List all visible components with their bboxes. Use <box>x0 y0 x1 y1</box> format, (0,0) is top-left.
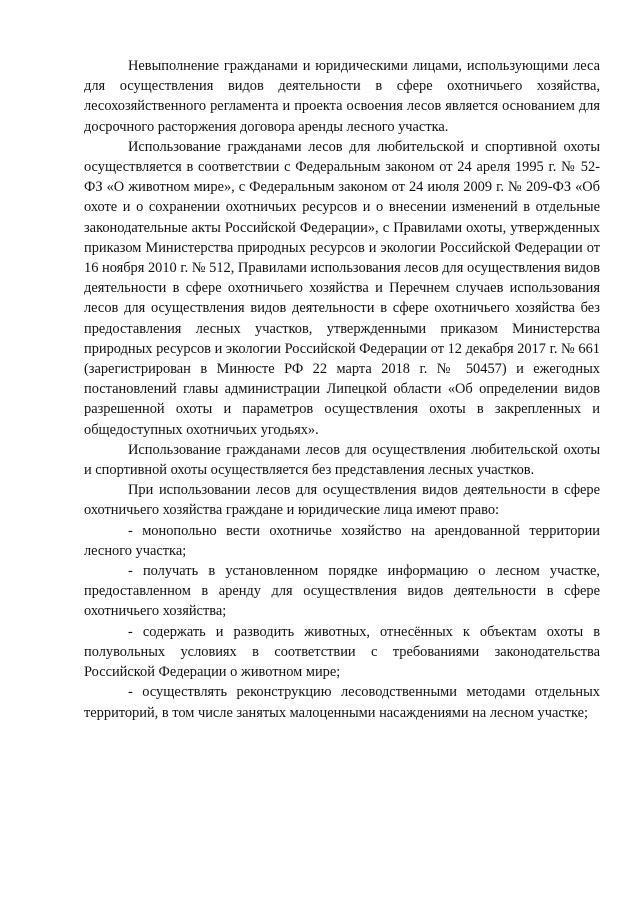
list-item-reconstruction: - осуществлять реконструкцию лесоводственными методами отдельных территорий, в том числе занятых малоценными насаждениями на лесном участке; <box>84 684 600 721</box>
paragraph-rights-intro: При использовании лесов для осуществления видов деятельности в сфере охотничьего хозяйства граждане и юридические лица имеют право: <box>84 482 600 519</box>
list-item-monopoly-hunting: - монопольно вести охотничье хозяйство на арендованной территории лесного участка; <box>84 522 600 559</box>
paragraph-hunting-legal-basis: Использование гражданами лесов для любительской и спортивной охоты осуществляется в соответствии с Федеральным законом от 24 ареля 1995 г. № 52-ФЗ «О животном мире», с Федеральным законом от 24 июля 2009 г. № 209-ФЗ «Об охоте и о сохранении охотничьих ресурсов и о внесении изменений в отдельные законодательные акты Российской Федерации», с Правилами охоты, утвержденных приказом Министерства природных ресурсов и экологии Российской Федерации от 16 ноября 2010 г. № 512, Правилами использования лесов для осуществления видов деятельности в сфере охотничьего хозяйства и Перечнем случаев использования лесов для осуществления видов деятельности в сфере охотничьего хозяйства без предоставления лесных участков, утвержденными приказом Министерства природных ресурсов и экологии Российской Федерации от 12 декабря 2017 г. № 661 (зарегистрирован в Минюсте РФ 22 марта 2018 г. № 50457) и ежегодных постановлений главы администрации Липецкой области «Об определении видов разрешенной охоты и параметров осуществления охоты в закрепленных и общедоступных охотничьих угодьях». <box>84 138 600 438</box>
document-body <box>84 56 600 723</box>
paragraph-hunting-without-plots: Использование гражданами лесов для осуществления любительской охоты и спортивной охоты осуществляется без представления лесных участков. <box>84 441 600 479</box>
list-item-receive-information: - получать в установленном порядке информацию о лесном участке, предоставленном в аренду для осуществления видов деятельности в сфере охотничьего хозяйства; <box>84 563 600 620</box>
paragraph-termination-grounds: Невыполнение гражданами и юридическими лицами, использующими леса для осуществления видов деятельности в сфере охотничьего хозяйства, лесохозяйственного регламента и проекта освоения лесов является основанием для досрочного расторжения договора аренды лесного участка. <box>84 58 600 135</box>
list-item-keep-animals: - содержать и разводить животных, отнесённых к объектам охоты в полувольных условиях в соответствии с требованиями законодательства Российской Федерации о животном мире; <box>84 623 600 681</box>
